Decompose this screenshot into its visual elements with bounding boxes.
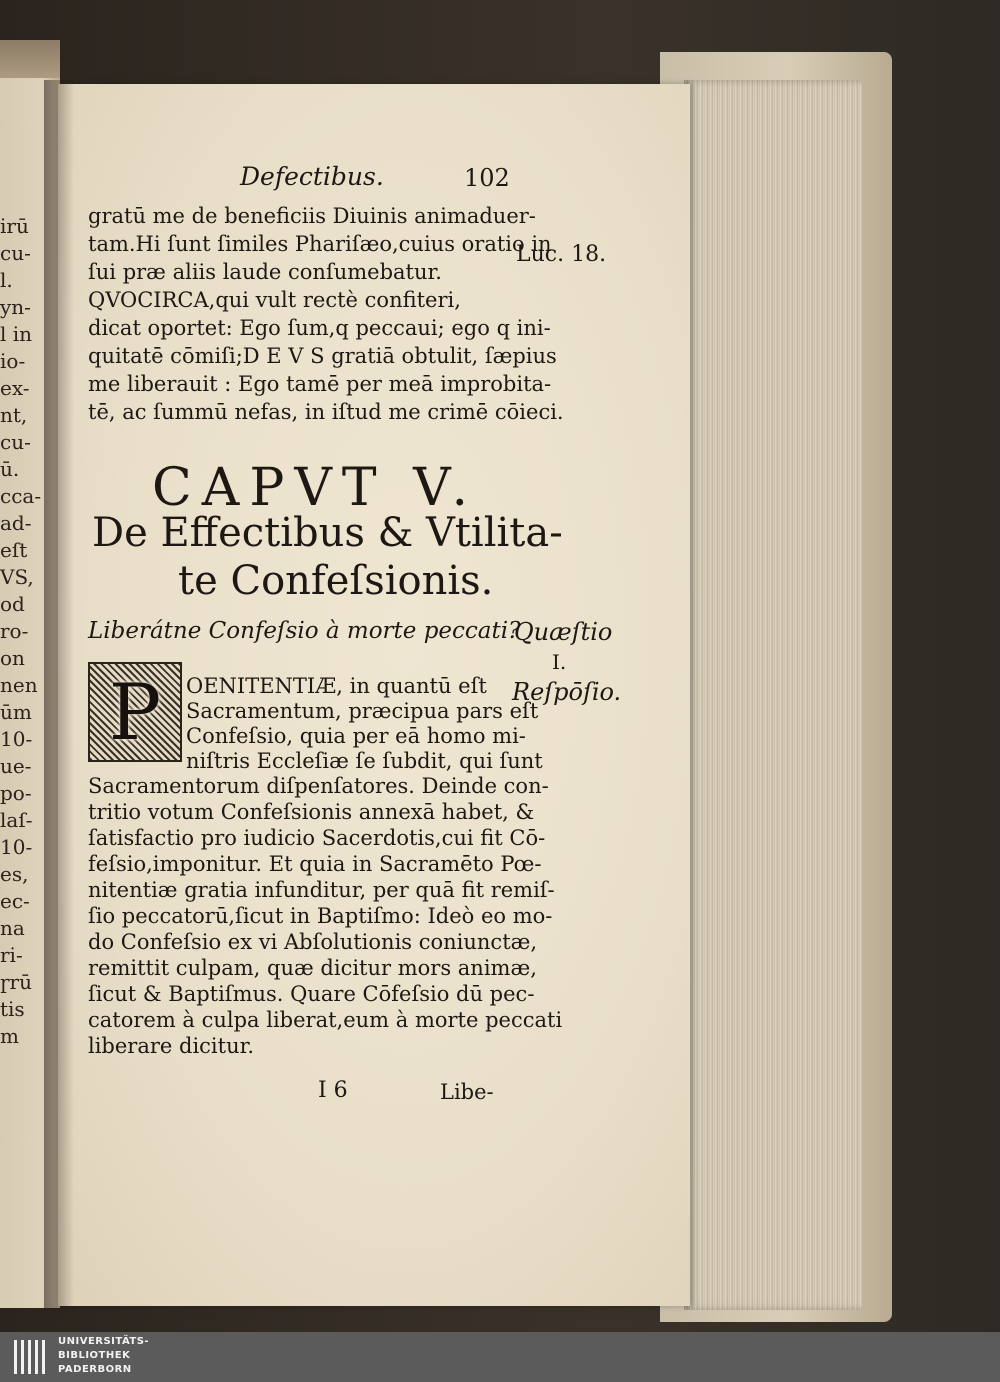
initial-letter: P (108, 668, 162, 758)
text-line: feſsio,imponitur. Et quia in Sacramēto Pœ- (88, 852, 542, 876)
chapter-subtitle-line-2: te Confeſsionis. (178, 558, 494, 604)
left-page-fragment: nt, (0, 403, 28, 427)
running-head: Defectibus. (240, 162, 384, 191)
text-line: ſicut & Baptiſmus. Quare Cōfeſsio dū pec- (88, 982, 535, 1006)
left-page-fragment: tis (0, 997, 25, 1021)
left-page-fragment: ūm (0, 700, 32, 724)
text-line: gratū me de beneficiis Diuinis animaduer- (88, 204, 536, 228)
left-page-fragment: irū (0, 214, 29, 238)
left-page-fragment: l in (0, 322, 33, 346)
left-page-fragment: cu- (0, 430, 31, 454)
left-page-fragment: 10- (0, 835, 33, 859)
left-page-fragment: eſt (0, 538, 28, 562)
left-page-fragment: ex- (0, 376, 30, 400)
text-line: tē, ac ſummū nefas, in iſtud me crimē cōieci. (88, 400, 564, 424)
question-heading: Liberátne Confeſsio à morte peccati? (88, 618, 521, 644)
left-page-fragment: po- (0, 781, 32, 805)
page-edges (684, 80, 862, 1310)
page-number: 102 (464, 164, 510, 192)
left-page-fragment: na (0, 916, 25, 940)
left-page-fragment: m (0, 1024, 19, 1048)
decorated-initial (88, 662, 182, 762)
signature-mark: I 6 (318, 1078, 348, 1103)
text-line: nitentiæ gratia infunditur, per quā fit remiſ- (88, 878, 555, 902)
text-line: me liberauit : Ego tamē per meā improbita- (88, 372, 552, 396)
text-line: remittit culpam, quæ dicitur mors animæ, (88, 956, 537, 980)
text-line: quitatē cōmiſi;D E V S gratiā obtulit, ſæpius (88, 344, 557, 368)
left-page-fragment: cca- (0, 484, 42, 508)
footer-line-1: UNIVERSITÄTS- (58, 1336, 150, 1347)
left-page-fragment: l. (0, 268, 13, 292)
marginal-reference: Luc. 18. (516, 242, 607, 267)
chapter-subtitle-line-1: De Effectibus & Vtilita- (92, 510, 563, 556)
left-page-fragment: laſ- (0, 808, 33, 832)
text-line: do Confeſsio ex vi Abſolutionis coniunctæ, (88, 930, 538, 954)
catchword: Libe- (440, 1080, 494, 1104)
library-footer (0, 1332, 1000, 1382)
library-logo-icon (14, 1340, 50, 1374)
text-line: OENITENTIÆ, in quantū eſt (186, 674, 487, 698)
marginal-numeral: I. (552, 650, 567, 674)
left-page-fragment: ro- (0, 619, 29, 643)
left-page-fragment: on (0, 646, 25, 670)
text-line: Sacramentorum diſpenſatores. Deinde con- (88, 774, 549, 798)
marginal-response: Reſpōſio. (512, 678, 622, 706)
text-line: QVOCIRCA,qui vult rectè confiteri, (88, 288, 461, 312)
text-line: ſio peccatorū,ſicut in Baptiſmo: Ideò eo mo- (88, 904, 553, 928)
text-line: liberare dicitur. (88, 1034, 255, 1058)
text-line: tam.Hi ſunt ſimiles Phariſæo,cuius oratio in (88, 232, 552, 256)
left-page-fragment: io- (0, 349, 26, 373)
text-line: Sacramentum, præcipua pars eſt (186, 699, 539, 723)
left-page-fragment: es, (0, 862, 29, 886)
left-page-fragment: ad- (0, 511, 32, 535)
left-page-fragment: ri- (0, 943, 23, 967)
left-page-fragment: VS, (0, 565, 34, 589)
left-page-fragment: ec- (0, 889, 30, 913)
text-line: ſatisfactio pro iudicio Sacerdotis,cui fit Cō- (88, 826, 546, 850)
left-page-fragment: nen (0, 673, 38, 697)
left-page-fragment: yn- (0, 295, 31, 319)
left-page-fragment: od (0, 592, 25, 616)
text-line: dicat oportet: Ego ſum,q peccaui; ego q ini- (88, 316, 551, 340)
left-page-fragment: 10- (0, 727, 33, 751)
text-line: niſtris Eccleſiæ ſe ſubdit, qui ſunt (186, 749, 543, 773)
text-line: catorem à culpa liberat,eum à morte peccati (88, 1008, 563, 1032)
left-page-fragment: ue- (0, 754, 32, 778)
left-page-fragment: ū. (0, 457, 20, 481)
left-page-fragment: ɼrū (0, 970, 33, 994)
text-line: ſui præ aliis laude conſumebatur. (88, 260, 442, 284)
marginal-question: Quæſtio (514, 618, 613, 646)
left-page-fragment: cu- (0, 241, 31, 265)
text-line: tritio votum Confeſsionis annexā habet, & (88, 800, 535, 824)
chapter-title: CAPVT V. (152, 458, 479, 518)
text-line: Confeſsio, quia per eā homo mi- (186, 724, 526, 748)
gutter-shadow (44, 80, 74, 1310)
footer-line-2: BIBLIOTHEK (58, 1350, 131, 1361)
footer-line-3: PADERBORN (58, 1364, 132, 1375)
